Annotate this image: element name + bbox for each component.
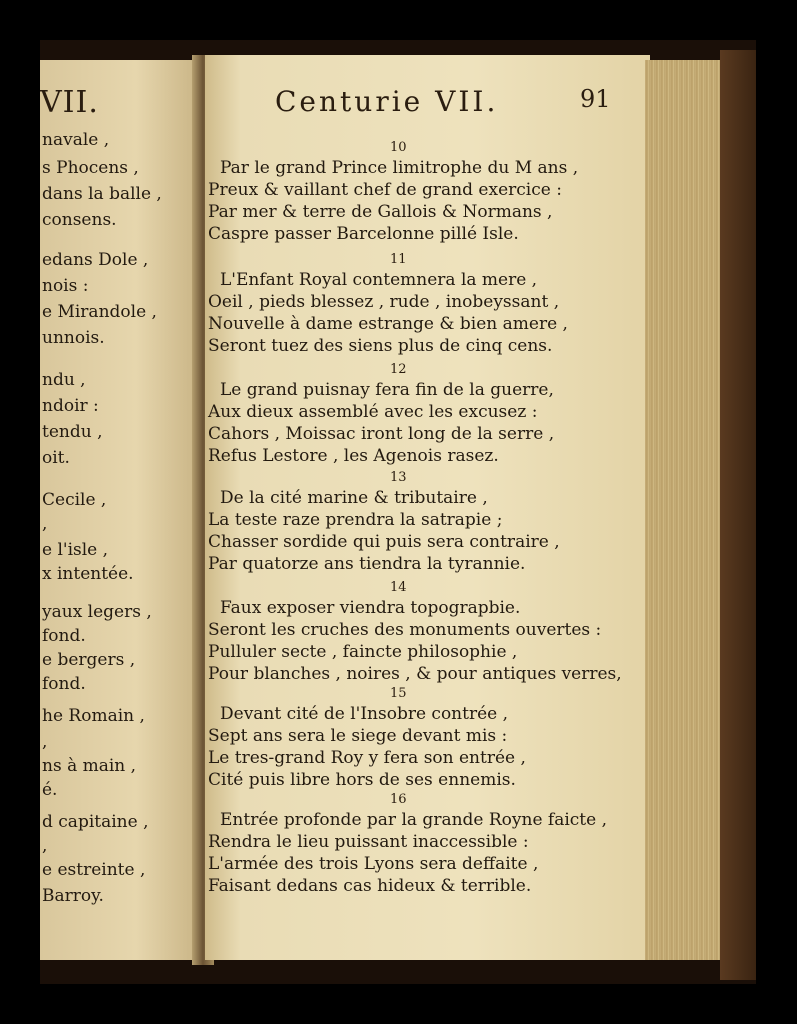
verse-line: Refus Lestore , les Agenois rasez. (208, 446, 499, 466)
left-text-line: Cecile , (42, 490, 107, 510)
right-page-header: Centurie VII. (275, 85, 499, 118)
page-number: 91 (580, 85, 611, 113)
page-edges (645, 60, 725, 960)
quatrain-number: 10 (390, 140, 407, 155)
verse-line: Faux exposer viendra topograpbie. (220, 598, 521, 618)
verse-line: Seront les cruches des monuments ouvertes : (208, 620, 602, 640)
verse-line: Devant cité de l'Insobre contrée , (220, 704, 509, 724)
verse-line: Le grand puisnay fera fin de la guerre, (220, 380, 554, 400)
left-text-line: , (42, 836, 48, 856)
verse-line: Sept ans sera le siege devant mis : (208, 726, 508, 746)
verse-line: Chasser sordide qui puis sera contraire , (208, 532, 560, 552)
quatrain-number: 11 (390, 252, 407, 267)
verse-line: L'armée des trois Lyons sera deffaite , (208, 854, 539, 874)
left-text-line: tendu , (42, 422, 103, 442)
left-text-line: navale , (42, 130, 110, 150)
left-text-line: s Phocens , (42, 158, 139, 178)
left-text-line: he Romain , (42, 706, 145, 726)
verse-line: Aux dieux assemblé avec les excusez : (208, 402, 538, 422)
verse-line: Le tres-grand Roy y fera son entrée , (208, 748, 526, 768)
left-text-line: unnois. (42, 328, 105, 348)
left-text-line: , (42, 514, 48, 534)
left-text-line: é. (42, 780, 58, 800)
verse-line: Seront tuez des siens plus de cinq cens. (208, 336, 553, 356)
left-text-line: e bergers , (42, 650, 136, 670)
verse-line: Cahors , Moissac iront long de la serre , (208, 424, 555, 444)
left-text-line: ndu , (42, 370, 86, 390)
left-text-line: e estreinte , (42, 860, 146, 880)
left-page-header: VII. (40, 85, 99, 120)
left-text-line: yaux legers , (42, 602, 152, 622)
left-text-line: ns à main , (42, 756, 137, 776)
left-text-line: Barroy. (42, 886, 104, 906)
left-text-line: consens. (42, 210, 117, 230)
quatrain-number: 13 (390, 470, 407, 485)
verse-line: Par le grand Prince limitrophe du M ans , (220, 158, 579, 178)
verse-line: De la cité marine & tributaire , (220, 488, 488, 508)
left-text-line: e l'isle , (42, 540, 109, 560)
left-text-line: , (42, 732, 48, 752)
left-text-line: d capitaine , (42, 812, 149, 832)
quatrain-number: 14 (390, 580, 407, 595)
book-photo (40, 40, 756, 984)
left-text-line: fond. (42, 626, 86, 646)
verse-line: Nouvelle à dame estrange & bien amere , (208, 314, 568, 334)
left-text-line: nois : (42, 276, 89, 296)
quatrain-number: 15 (390, 686, 407, 701)
verse-line: La teste raze prendra la satrapie ; (208, 510, 503, 530)
left-text-line: x intentée. (42, 564, 134, 584)
verse-line: Pulluler secte , faincte philosophie , (208, 642, 518, 662)
verse-line: L'Enfant Royal contemnera la mere , (220, 270, 538, 290)
quatrain-number: 12 (390, 362, 407, 377)
verse-line: Pour blanches , noires , & pour antiques verres, (208, 664, 622, 684)
verse-line: Faisant dedans cas hideux & terrible. (208, 876, 532, 896)
quatrain-number: 16 (390, 792, 407, 807)
left-text-line: ndoir : (42, 396, 99, 416)
left-text-line: e Mirandole , (42, 302, 157, 322)
left-text-line: fond. (42, 674, 86, 694)
verse-line: Cité puis libre hors de ses ennemis. (208, 770, 516, 790)
verse-line: Par mer & terre de Gallois & Normans , (208, 202, 553, 222)
verse-line: Rendra le lieu puissant inaccessible : (208, 832, 529, 852)
verse-line: Caspre passer Barcelonne pillé Isle. (208, 224, 519, 244)
verse-line: Par quatorze ans tiendra la tyrannie. (208, 554, 526, 574)
verse-line: Preux & vaillant chef de grand exercice : (208, 180, 562, 200)
verse-line: Oeil , pieds blessez , rude , inobeyssant , (208, 292, 560, 312)
left-text-line: oit. (42, 448, 70, 468)
left-text-line: edans Dole , (42, 250, 149, 270)
book-cover (720, 50, 756, 980)
verse-line: Entrée profonde par la grande Royne faicte , (220, 810, 608, 830)
left-text-line: dans la balle , (42, 184, 162, 204)
